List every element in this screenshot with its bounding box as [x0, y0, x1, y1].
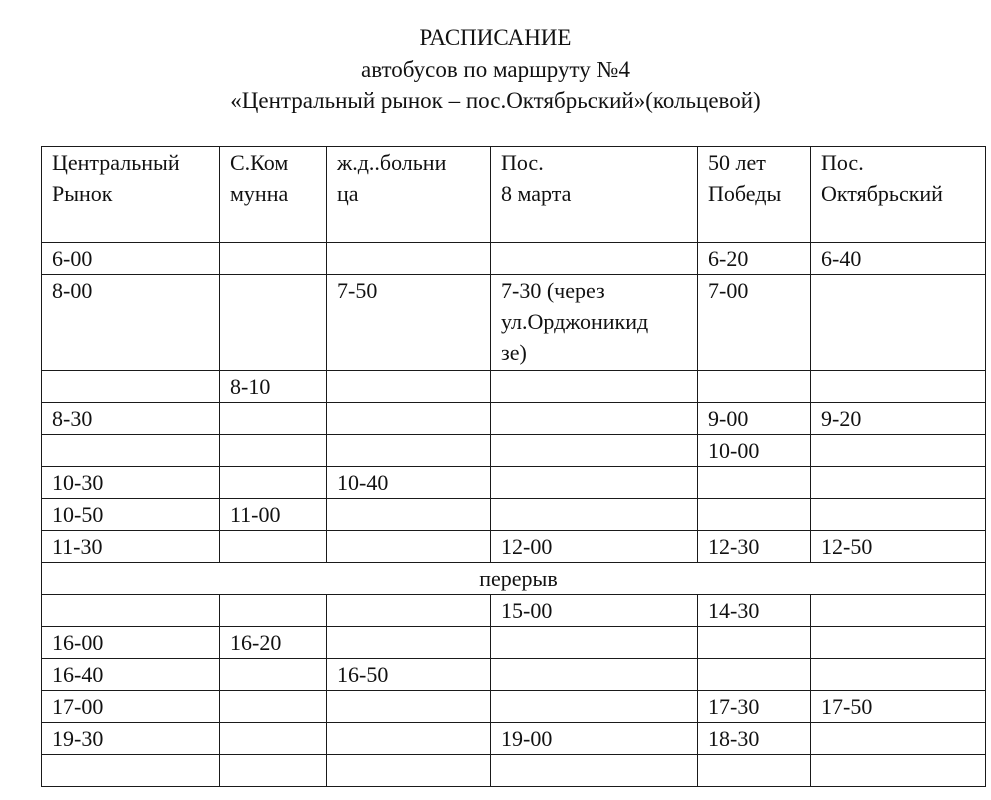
time-cell: [220, 659, 327, 691]
time-cell: [327, 755, 491, 787]
table-row: [42, 659, 986, 691]
time-cell: 6-40: [811, 243, 986, 275]
time-cell: [811, 723, 986, 755]
time-cell: 8-00: [42, 275, 220, 371]
table-row: [42, 755, 986, 787]
time-cell: 9-00: [698, 403, 811, 435]
time-cell: [698, 499, 811, 531]
time-cell: [491, 435, 698, 467]
time-cell: [491, 627, 698, 659]
table-row: [42, 627, 986, 659]
time-cell: [327, 691, 491, 723]
time-cell: [811, 467, 986, 499]
table-row: [42, 691, 986, 723]
time-cell: [327, 499, 491, 531]
time-cell: 17-00: [42, 691, 220, 723]
time-cell: 7-00: [698, 275, 811, 371]
time-cell: 10-50: [42, 499, 220, 531]
time-cell: [220, 595, 327, 627]
time-cell: 16-40: [42, 659, 220, 691]
header-row: [42, 147, 986, 243]
time-cell: 8-10: [220, 371, 327, 403]
time-cell: [698, 755, 811, 787]
time-cell: [220, 531, 327, 563]
time-cell: 12-00: [491, 531, 698, 563]
time-cell: 12-30: [698, 531, 811, 563]
table-row: [42, 403, 986, 435]
time-cell: [811, 371, 986, 403]
header-pos-oktyabrsky: Пос. Октябрьский: [811, 147, 986, 243]
table-row: [42, 243, 986, 275]
time-cell: 8-30: [42, 403, 220, 435]
table-row: [42, 435, 986, 467]
time-cell: [811, 435, 986, 467]
time-cell: [327, 531, 491, 563]
table-row: [42, 723, 986, 755]
time-cell: [327, 243, 491, 275]
time-cell: 19-30: [42, 723, 220, 755]
time-cell: 10-30: [42, 467, 220, 499]
time-cell: [491, 659, 698, 691]
time-cell: [220, 723, 327, 755]
time-cell: [811, 499, 986, 531]
time-cell: [220, 435, 327, 467]
time-cell: [698, 467, 811, 499]
time-cell: [327, 371, 491, 403]
time-cell: 15-00: [491, 595, 698, 627]
time-cell: 19-00: [491, 723, 698, 755]
time-cell: [811, 595, 986, 627]
time-cell: [491, 499, 698, 531]
time-cell: [491, 371, 698, 403]
via-note-cell: 7-30 (через ул.Орджоникид зе): [491, 275, 698, 371]
time-cell: 16-00: [42, 627, 220, 659]
time-cell: 11-00: [220, 499, 327, 531]
table-row: [42, 595, 986, 627]
time-cell: 6-00: [42, 243, 220, 275]
header-50-let-pobedy: 50 лет Победы: [698, 147, 811, 243]
time-cell: 6-20: [698, 243, 811, 275]
table-row: [42, 499, 986, 531]
schedule-title: РАСПИСАНИЕ: [419, 25, 572, 50]
time-cell: [698, 627, 811, 659]
time-cell: [491, 467, 698, 499]
time-cell: [220, 755, 327, 787]
break-label: перерыв: [42, 563, 986, 595]
break-row: [42, 563, 986, 595]
header-tsentralny-rynok: Центральный Рынок: [42, 147, 220, 243]
time-cell: 17-30: [698, 691, 811, 723]
table-row: [42, 371, 986, 403]
time-cell: [811, 659, 986, 691]
time-cell: [491, 403, 698, 435]
time-cell: [698, 371, 811, 403]
time-cell: [327, 723, 491, 755]
time-cell: [220, 275, 327, 371]
time-cell: 12-50: [811, 531, 986, 563]
header-pos-8-marta: Пос. 8 марта: [491, 147, 698, 243]
header-zhd-bolnitsa: ж.д..больни ца: [327, 147, 491, 243]
table-row: [42, 275, 986, 371]
time-cell: [220, 691, 327, 723]
time-cell: 7-50: [327, 275, 491, 371]
time-cell: [327, 435, 491, 467]
time-cell: [220, 467, 327, 499]
time-cell: [327, 627, 491, 659]
time-cell: [42, 595, 220, 627]
time-cell: [327, 403, 491, 435]
time-cell: [491, 691, 698, 723]
time-cell: 14-30: [698, 595, 811, 627]
time-cell: 17-50: [811, 691, 986, 723]
time-cell: [491, 755, 698, 787]
time-cell: 10-00: [698, 435, 811, 467]
time-cell: [811, 755, 986, 787]
time-cell: 18-30: [698, 723, 811, 755]
time-cell: 16-20: [220, 627, 327, 659]
route-subtitle: автобусов по маршруту №4: [361, 57, 630, 82]
time-cell: 9-20: [811, 403, 986, 435]
time-cell: [327, 595, 491, 627]
time-cell: [220, 403, 327, 435]
time-cell: [698, 659, 811, 691]
route-description: «Центральный рынок – пос.Октябрьский»(кольцевой): [230, 88, 761, 113]
time-cell: [42, 435, 220, 467]
time-cell: [811, 275, 986, 371]
time-cell: [42, 755, 220, 787]
time-cell: [220, 243, 327, 275]
schedule-table: [41, 146, 986, 787]
time-cell: 10-40: [327, 467, 491, 499]
time-cell: 11-30: [42, 531, 220, 563]
header-s-kommuna: С.Ком мунна: [220, 147, 327, 243]
table-row: [42, 467, 986, 499]
time-cell: [42, 371, 220, 403]
table-row: [42, 531, 986, 563]
time-cell: 16-50: [327, 659, 491, 691]
time-cell: [811, 627, 986, 659]
time-cell: [491, 243, 698, 275]
